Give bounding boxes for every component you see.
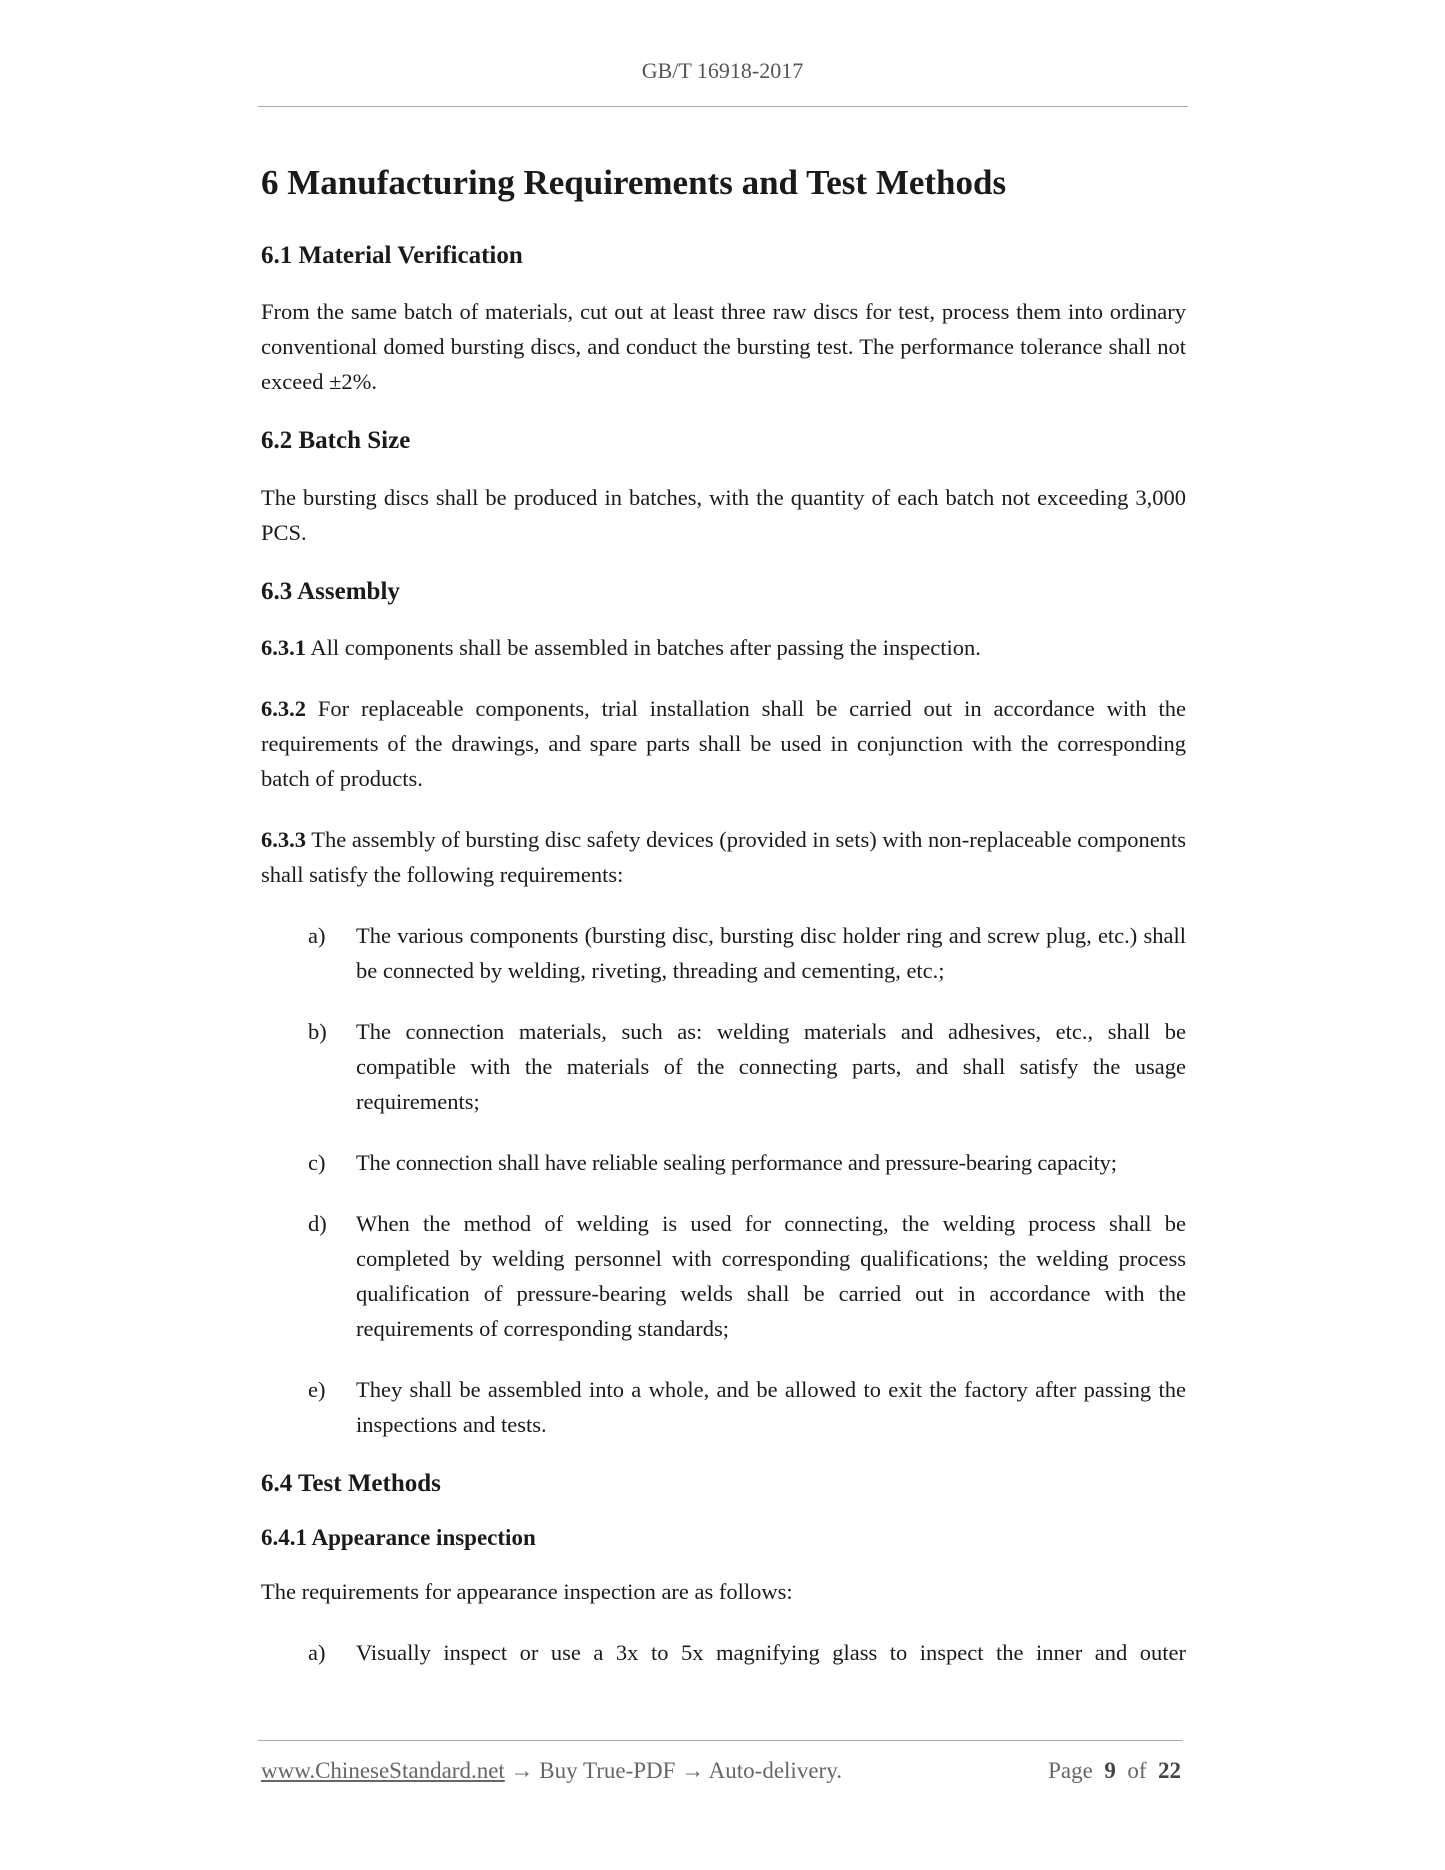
current-page: 9	[1104, 1758, 1116, 1783]
list-item-text: The connection materials, such as: welding materials and adhesives, etc., shall be compatible with the materials of the connecting parts, and shall satisfy the usage requirements;	[356, 1019, 1186, 1114]
list-item	[261, 1014, 1186, 1119]
section-6-2-heading: 6.2 Batch Size	[261, 427, 411, 454]
section-6-4-1-heading: 6.4.1 Appearance inspection	[261, 1524, 536, 1550]
assembly-requirements-list	[261, 918, 1186, 1442]
section-6-3-heading: 6.3 Assembly	[261, 577, 400, 605]
list-item	[261, 1635, 1186, 1670]
buy-pdf-text: Buy True-PDF	[539, 1758, 676, 1783]
list-item	[261, 1206, 1186, 1346]
clause-6-3-2	[261, 691, 1186, 796]
list-marker: a)	[308, 1640, 326, 1666]
header-divider	[258, 106, 1188, 107]
clause-text: For replaceable components, trial installation shall be carried out in accordance with the requirements of the drawings, and spare parts shall be used in conjunction with the corresponding batch of products.	[261, 696, 1186, 791]
website-link[interactable]: www.ChineseStandard.net	[261, 1758, 505, 1783]
section-6-2-text: The bursting discs shall be produced in batches, with the quantity of each batch not exceeding 3,000 PCS.	[261, 484, 1186, 545]
list-item	[261, 1372, 1186, 1442]
list-item	[261, 1145, 1186, 1180]
running-header: GB/T 16918-2017	[641, 58, 804, 83]
clause-number: 6.3.2	[261, 696, 306, 721]
list-item-text: They shall be assembled into a whole, and be allowed to exit the factory after passing the inspections and tests.	[356, 1377, 1186, 1437]
list-marker: b)	[308, 1019, 327, 1044]
section-6-1-text: From the same batch of materials, cut out at least three raw discs for test, process them into ordinary conventional domed bursting discs, and conduct the bursting test. The performance tolerance shall not exceed ±2%.	[261, 299, 1186, 394]
clause-6-3-3	[261, 822, 1186, 892]
section-6-1-heading: 6.1 Material Verification	[261, 241, 523, 269]
arrow-icon: →	[675, 1758, 709, 1783]
section-6-4-1-text: The requirements for appearance inspection are as follows:	[261, 1579, 793, 1605]
clause-6-3-1	[261, 630, 1186, 665]
clause-text: The assembly of bursting disc safety devices (provided in sets) with non-replaceable components shall satisfy the following requirements:	[261, 827, 1186, 887]
list-item-text: Visually inspect or use a 3x to 5x magnifying glass to inspect the inner and outer	[356, 1640, 1186, 1666]
clause-text: All components shall be assembled in batches after passing the inspection.	[306, 635, 981, 660]
list-item-text: The various components (bursting disc, bursting disc holder ring and screw plug, etc.) shall be connected by welding, riveting, threading and cementing, etc.;	[356, 923, 1186, 983]
list-marker: d)	[308, 1211, 327, 1236]
list-item-text: When the method of welding is used for connecting, the welding process shall be completed by welding personnel with corresponding qualifications; the welding process qualification of pressure-bearing welds shall be carried out in accordance with the requirements of corresponding standards;	[356, 1211, 1186, 1341]
page-label: Page	[1048, 1758, 1093, 1783]
list-marker: a)	[308, 923, 326, 948]
clause-number: 6.3.1	[261, 635, 306, 660]
page-number	[1048, 1758, 1181, 1784]
list-item	[261, 918, 1186, 988]
total-pages: 22	[1158, 1758, 1181, 1783]
list-item-text: The connection shall have reliable sealing performance and pressure-bearing capacity;	[356, 1150, 1117, 1175]
section-6-4-heading: 6.4 Test Methods	[261, 1470, 441, 1497]
footer-promo	[261, 1758, 842, 1784]
chapter-title: 6 Manufacturing Requirements and Test Methods	[261, 163, 1007, 202]
footer-divider	[258, 1740, 1183, 1741]
list-marker: e)	[308, 1377, 326, 1402]
appearance-inspection-list	[261, 1635, 1186, 1670]
page-content	[261, 150, 1186, 1696]
clause-number: 6.3.3	[261, 827, 306, 852]
arrow-icon: →	[504, 1758, 540, 1783]
auto-delivery-text: Auto-delivery.	[708, 1758, 842, 1783]
list-marker: c)	[308, 1150, 326, 1175]
of-label: of	[1127, 1758, 1147, 1783]
